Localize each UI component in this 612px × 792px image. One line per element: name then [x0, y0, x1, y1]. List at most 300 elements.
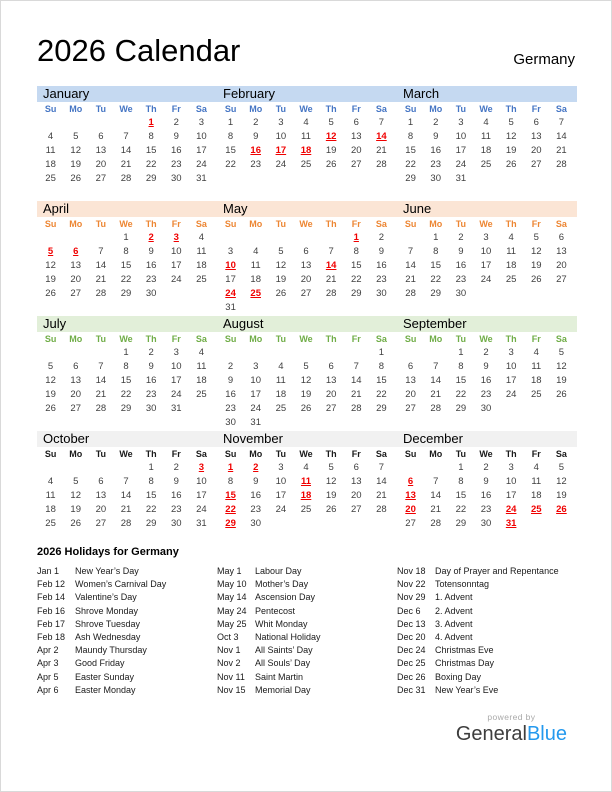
- holiday-name: Day of Prayer and Repentance: [435, 566, 559, 576]
- date-cell: 8: [407, 130, 414, 142]
- quarter-band-1: [37, 86, 577, 201]
- weekday-header: Sa: [555, 333, 567, 344]
- date-cell: 25: [505, 273, 517, 285]
- date-cell: 1: [227, 116, 234, 128]
- date-cell: 18: [196, 374, 207, 386]
- holiday-name: Valentine’s Day: [75, 592, 137, 603]
- date-cell: 1: [148, 116, 154, 128]
- date-cell: 11: [196, 245, 207, 257]
- date-cell: 27: [530, 158, 542, 170]
- date-cell: 1: [353, 231, 359, 243]
- date-cell: 7: [98, 245, 104, 257]
- date-cell: 18: [300, 489, 312, 501]
- date-cell: [423, 460, 448, 474]
- holiday-date: Feb 12: [37, 579, 66, 590]
- date-cell: [344, 300, 369, 314]
- weekday-header: We: [479, 333, 493, 344]
- date-cell: 2: [253, 116, 259, 128]
- holiday-column: [217, 565, 397, 697]
- weekday-header: Mo: [249, 218, 263, 229]
- date-cell: [293, 415, 318, 429]
- date-cell: [189, 286, 214, 300]
- date-cell: 26: [556, 388, 567, 400]
- date-cell: 14: [120, 144, 132, 156]
- holiday-entry: [217, 591, 397, 604]
- holiday-name: Christmas Eve: [435, 645, 494, 656]
- holiday-entry: [217, 644, 397, 657]
- date-cell: 5: [533, 231, 539, 243]
- date-cell: 16: [145, 259, 157, 271]
- date-cell: [473, 171, 498, 185]
- date-cell: 7: [433, 475, 439, 487]
- date-cell: 21: [556, 144, 567, 156]
- date-cell: 27: [70, 287, 81, 299]
- date-cell: 9: [378, 245, 385, 257]
- brand-blue-text: Blue: [526, 723, 567, 745]
- date-cell: 29: [376, 402, 387, 414]
- date-cell: 30: [225, 416, 236, 428]
- date-cell: [243, 345, 268, 359]
- date-cell: 11: [531, 475, 542, 487]
- date-cell: 17: [225, 273, 236, 285]
- date-cell: 7: [328, 245, 334, 257]
- weekday-header: We: [119, 218, 133, 229]
- date-cell: 16: [376, 259, 387, 271]
- holiday-date: Nov 11: [217, 671, 245, 682]
- date-cell: 11: [196, 360, 207, 372]
- date-cell: 14: [120, 489, 132, 501]
- date-cell: 22: [225, 503, 236, 515]
- date-cell: 5: [47, 360, 54, 372]
- date-cell: 30: [480, 402, 492, 414]
- date-cell: 4: [278, 360, 284, 372]
- holiday-name: Easter Monday: [75, 684, 136, 695]
- date-cell: 15: [120, 374, 132, 386]
- date-cell: 1: [458, 346, 464, 358]
- holiday-date: Nov 15: [217, 684, 246, 695]
- date-cell: 24: [505, 503, 517, 515]
- date-cell: 20: [70, 273, 81, 285]
- date-cell: 7: [378, 461, 385, 473]
- weekday-header: Mo: [69, 333, 83, 344]
- date-cell: 18: [480, 144, 492, 156]
- date-cell: 28: [405, 287, 416, 299]
- date-cell: 16: [430, 144, 441, 156]
- date-cell: 10: [275, 130, 287, 142]
- date-cell: 30: [376, 287, 387, 299]
- date-cell: 3: [173, 231, 179, 243]
- date-cell: 19: [325, 489, 337, 501]
- date-cell: 26: [275, 287, 287, 299]
- weekday-header: Tu: [275, 448, 287, 459]
- date-cell: 7: [123, 130, 129, 142]
- date-cell: [63, 230, 88, 244]
- date-cell: 22: [145, 158, 157, 170]
- weekday-header: We: [299, 103, 313, 114]
- month-april: [37, 217, 217, 314]
- date-cell: 2: [378, 231, 385, 243]
- date-cell: [268, 516, 293, 530]
- date-cell: 19: [556, 374, 567, 386]
- holiday-name: National Holiday: [255, 632, 321, 643]
- date-cell: 10: [225, 259, 236, 271]
- date-cell: 1: [148, 461, 154, 473]
- date-cell: 25: [250, 287, 261, 299]
- date-cell: 19: [45, 273, 56, 285]
- date-cell: 8: [148, 475, 154, 487]
- holiday-name: Pentecost: [255, 605, 296, 616]
- month-march: [397, 102, 577, 185]
- date-cell: 12: [70, 144, 81, 156]
- holiday-date: May 10: [217, 579, 247, 590]
- date-cell: 13: [70, 259, 81, 271]
- weekday-header: Mo: [429, 218, 443, 229]
- date-cell: 13: [300, 259, 312, 271]
- date-cell: [319, 415, 344, 429]
- date-cell: [319, 230, 344, 244]
- date-cell: 12: [70, 489, 81, 501]
- date-cell: [549, 171, 574, 185]
- date-cell: 12: [556, 360, 567, 372]
- holiday-date: May 24: [217, 605, 247, 616]
- date-cell: 29: [455, 517, 467, 529]
- date-cell: 9: [458, 245, 464, 257]
- holiday-entry: [37, 671, 217, 684]
- date-cell: 16: [480, 489, 492, 501]
- date-cell: 9: [433, 130, 439, 142]
- date-cell: 7: [98, 360, 104, 372]
- date-cell: 22: [376, 388, 387, 400]
- date-cell: 9: [253, 475, 259, 487]
- month-june: [397, 217, 577, 314]
- holiday-date: Dec 24: [397, 645, 426, 656]
- date-cell: 3: [173, 346, 179, 358]
- date-cell: [473, 286, 498, 300]
- date-cell: 29: [455, 402, 467, 414]
- date-cell: 17: [480, 259, 492, 271]
- date-cell: [398, 460, 423, 474]
- date-cell: 24: [275, 503, 287, 515]
- footer: [456, 712, 567, 746]
- weekday-header: Th: [325, 333, 337, 344]
- weekday-header: Sa: [375, 333, 387, 344]
- date-cell: [319, 516, 344, 530]
- date-cell: 7: [123, 475, 129, 487]
- holiday-entry: [397, 578, 577, 591]
- date-cell: [319, 300, 344, 314]
- weekday-header: Fr: [171, 448, 181, 459]
- date-cell: 23: [376, 273, 387, 285]
- date-cell: 1: [227, 461, 234, 473]
- date-cell: 12: [325, 475, 337, 487]
- weekday-header: Sa: [195, 218, 207, 229]
- weekday-header: We: [299, 333, 313, 344]
- date-cell: 21: [120, 503, 132, 515]
- date-cell: 17: [170, 259, 182, 271]
- date-cell: 19: [275, 273, 287, 285]
- date-cell: [113, 115, 138, 129]
- holiday-name: Maundy Thursday: [75, 645, 147, 656]
- holiday-name: Saint Martin: [255, 671, 304, 682]
- date-cell: 23: [455, 273, 467, 285]
- date-cell: 13: [405, 489, 416, 501]
- holiday-date: Nov 22: [397, 579, 426, 590]
- weekday-header: Fr: [531, 448, 541, 459]
- date-cell: 5: [558, 346, 565, 358]
- holiday-name: Whit Monday: [255, 618, 308, 629]
- date-cell: 16: [250, 144, 261, 156]
- date-cell: 1: [458, 461, 464, 473]
- weekday-header: Su: [44, 333, 57, 344]
- weekday-header: Su: [404, 448, 417, 459]
- date-cell: 16: [250, 489, 261, 501]
- date-cell: 19: [530, 259, 542, 271]
- holiday-name: Christmas Day: [435, 658, 495, 669]
- date-cell: 26: [300, 402, 312, 414]
- weekday-header: Th: [145, 218, 157, 229]
- holiday-entry: [217, 605, 397, 618]
- weekday-header: We: [119, 333, 133, 344]
- month-title-bar: [37, 316, 577, 332]
- holiday-date: Oct 3: [217, 632, 239, 643]
- date-cell: 12: [45, 259, 56, 271]
- date-cell: 8: [353, 245, 359, 257]
- date-cell: 30: [455, 287, 467, 299]
- holiday-name: New Year’s Day: [75, 566, 139, 576]
- date-cell: 1: [433, 231, 439, 243]
- date-cell: 15: [350, 259, 362, 271]
- date-cell: [549, 286, 574, 300]
- date-cell: 29: [145, 517, 157, 529]
- date-cell: 6: [407, 475, 414, 487]
- holiday-entry: [217, 578, 397, 591]
- date-cell: 11: [506, 245, 517, 257]
- date-cell: 23: [250, 158, 261, 170]
- date-cell: 21: [120, 158, 132, 170]
- date-cell: 18: [45, 158, 56, 170]
- date-cell: 10: [196, 475, 207, 487]
- weekday-header: Th: [505, 103, 517, 114]
- weekday-header: Th: [145, 333, 157, 344]
- weekday-header: Su: [44, 218, 57, 229]
- holidays-title: 2026 Holidays for Germany: [37, 546, 179, 558]
- weekday-header: Sa: [555, 103, 567, 114]
- holiday-name: All Saints’ Day: [255, 645, 313, 656]
- weekday-header: Mo: [69, 448, 83, 459]
- date-cell: 14: [350, 374, 362, 386]
- date-cell: 14: [556, 130, 567, 142]
- date-cell: 16: [480, 374, 492, 386]
- date-cell: 22: [405, 158, 416, 170]
- date-cell: 25: [45, 517, 56, 529]
- date-cell: 9: [173, 475, 179, 487]
- weekday-header: We: [299, 448, 313, 459]
- holiday-entry: [397, 671, 577, 684]
- weekday-header: Tu: [95, 218, 107, 229]
- date-cell: [88, 345, 113, 359]
- date-cell: 30: [430, 172, 441, 184]
- date-cell: 19: [70, 158, 81, 170]
- month-august: [217, 332, 397, 429]
- date-cell: 14: [405, 259, 416, 271]
- date-cell: 9: [148, 360, 154, 372]
- date-cell: 24: [455, 158, 467, 170]
- date-cell: 27: [405, 517, 416, 529]
- date-cell: 11: [275, 374, 286, 386]
- date-cell: 30: [480, 517, 492, 529]
- holiday-date: Dec 31: [397, 684, 426, 695]
- date-cell: 17: [170, 374, 182, 386]
- holiday-date: Feb 17: [37, 618, 66, 629]
- weekday-header: Su: [224, 218, 237, 229]
- weekday-header: Th: [505, 333, 517, 344]
- date-cell: [344, 415, 369, 429]
- date-cell: 17: [275, 144, 287, 156]
- date-cell: 26: [45, 402, 56, 414]
- holiday-date: Nov 18: [397, 566, 426, 576]
- date-cell: [369, 516, 394, 530]
- date-cell: 11: [45, 144, 56, 156]
- month-title-december: December: [403, 431, 463, 446]
- date-cell: 4: [303, 461, 309, 473]
- date-cell: [524, 171, 549, 185]
- date-cell: 16: [170, 489, 182, 501]
- date-cell: 11: [301, 130, 311, 142]
- date-cell: 9: [483, 360, 489, 372]
- date-cell: 8: [227, 475, 234, 487]
- month-july: [37, 332, 217, 429]
- date-cell: 17: [455, 144, 467, 156]
- month-title-november: November: [223, 431, 283, 446]
- date-cell: 25: [530, 503, 542, 515]
- date-cell: 4: [533, 461, 539, 473]
- holiday-date: Feb 18: [37, 632, 66, 643]
- weekday-header: Sa: [195, 333, 207, 344]
- weekday-header: Mo: [249, 103, 263, 114]
- date-cell: 16: [145, 374, 157, 386]
- date-cell: [243, 300, 268, 314]
- holiday-date: Apr 3: [37, 658, 59, 669]
- weekday-header: Tu: [275, 333, 287, 344]
- date-cell: 22: [145, 503, 157, 515]
- holiday-entry: [397, 684, 577, 697]
- date-cell: 1: [123, 231, 129, 243]
- date-cell: 11: [481, 130, 491, 142]
- holiday-entry: [397, 644, 577, 657]
- weekday-header: Sa: [375, 103, 387, 114]
- weekday-header: Fr: [531, 218, 541, 229]
- date-cell: 24: [170, 388, 182, 400]
- date-cell: 20: [350, 144, 362, 156]
- date-cell: 4: [533, 346, 539, 358]
- weekday-header: Su: [404, 218, 417, 229]
- date-cell: 20: [70, 388, 81, 400]
- date-cell: 26: [530, 273, 542, 285]
- holiday-name: 3. Advent: [435, 618, 473, 629]
- month-october: [37, 447, 217, 530]
- date-cell: [293, 300, 318, 314]
- date-cell: [268, 415, 293, 429]
- generalblue-logo: [456, 723, 567, 746]
- date-cell: [268, 345, 293, 359]
- date-cell: 28: [376, 503, 387, 515]
- date-cell: 14: [376, 475, 387, 487]
- holiday-name: New Year’s Eve: [435, 684, 499, 695]
- date-cell: [268, 230, 293, 244]
- date-cell: [499, 401, 524, 415]
- date-cell: 5: [278, 245, 284, 257]
- powered-by-label: powered by: [487, 712, 536, 722]
- date-cell: 12: [505, 130, 517, 142]
- weekday-header: Tu: [455, 103, 467, 114]
- weekday-header: Su: [44, 448, 57, 459]
- holiday-date: Dec 13: [397, 618, 426, 629]
- date-cell: 2: [173, 461, 179, 473]
- month-title-july: July: [43, 316, 67, 331]
- date-cell: 22: [350, 273, 362, 285]
- weekday-header: We: [479, 103, 493, 114]
- holiday-name: Memorial Day: [255, 684, 311, 695]
- date-cell: [268, 300, 293, 314]
- date-cell: 22: [455, 388, 467, 400]
- date-cell: 30: [170, 517, 182, 529]
- holiday-name: 2. Advent: [435, 605, 473, 616]
- date-cell: 24: [505, 388, 517, 400]
- date-cell: 25: [300, 503, 312, 515]
- date-cell: 18: [505, 259, 517, 271]
- date-cell: 5: [73, 475, 79, 487]
- holiday-entry: [217, 565, 397, 578]
- date-cell: 27: [70, 402, 81, 414]
- date-cell: 21: [430, 388, 441, 400]
- holiday-entry: [37, 644, 217, 657]
- date-cell: 25: [530, 388, 542, 400]
- weekday-header: Tu: [95, 448, 107, 459]
- date-cell: [38, 230, 63, 244]
- date-cell: [369, 300, 394, 314]
- weekday-header: We: [479, 218, 493, 229]
- date-cell: 10: [170, 245, 182, 257]
- weekday-header: Mo: [429, 333, 443, 344]
- date-cell: 29: [120, 402, 132, 414]
- holiday-date: Nov 2: [217, 658, 241, 669]
- date-cell: 23: [145, 388, 157, 400]
- holidays-section: [37, 546, 577, 697]
- date-cell: [423, 345, 448, 359]
- date-cell: [524, 401, 549, 415]
- holiday-date: Nov 1: [217, 645, 241, 656]
- date-cell: [38, 460, 63, 474]
- month-title-bar: [37, 431, 577, 447]
- weekday-header: Th: [145, 103, 157, 114]
- date-cell: 27: [350, 503, 362, 515]
- date-cell: [88, 230, 113, 244]
- date-cell: 31: [505, 517, 517, 529]
- date-cell: 5: [303, 360, 309, 372]
- month-january: [37, 102, 217, 185]
- holiday-date: May 14: [217, 592, 247, 603]
- date-cell: 15: [145, 489, 157, 501]
- date-cell: [549, 516, 574, 530]
- date-cell: 23: [145, 273, 157, 285]
- date-cell: 13: [95, 144, 107, 156]
- date-cell: 18: [250, 273, 261, 285]
- date-cell: 12: [300, 374, 312, 386]
- date-cell: 9: [253, 130, 259, 142]
- month-title-february: February: [223, 86, 276, 101]
- date-cell: 21: [376, 144, 387, 156]
- date-cell: [218, 345, 243, 359]
